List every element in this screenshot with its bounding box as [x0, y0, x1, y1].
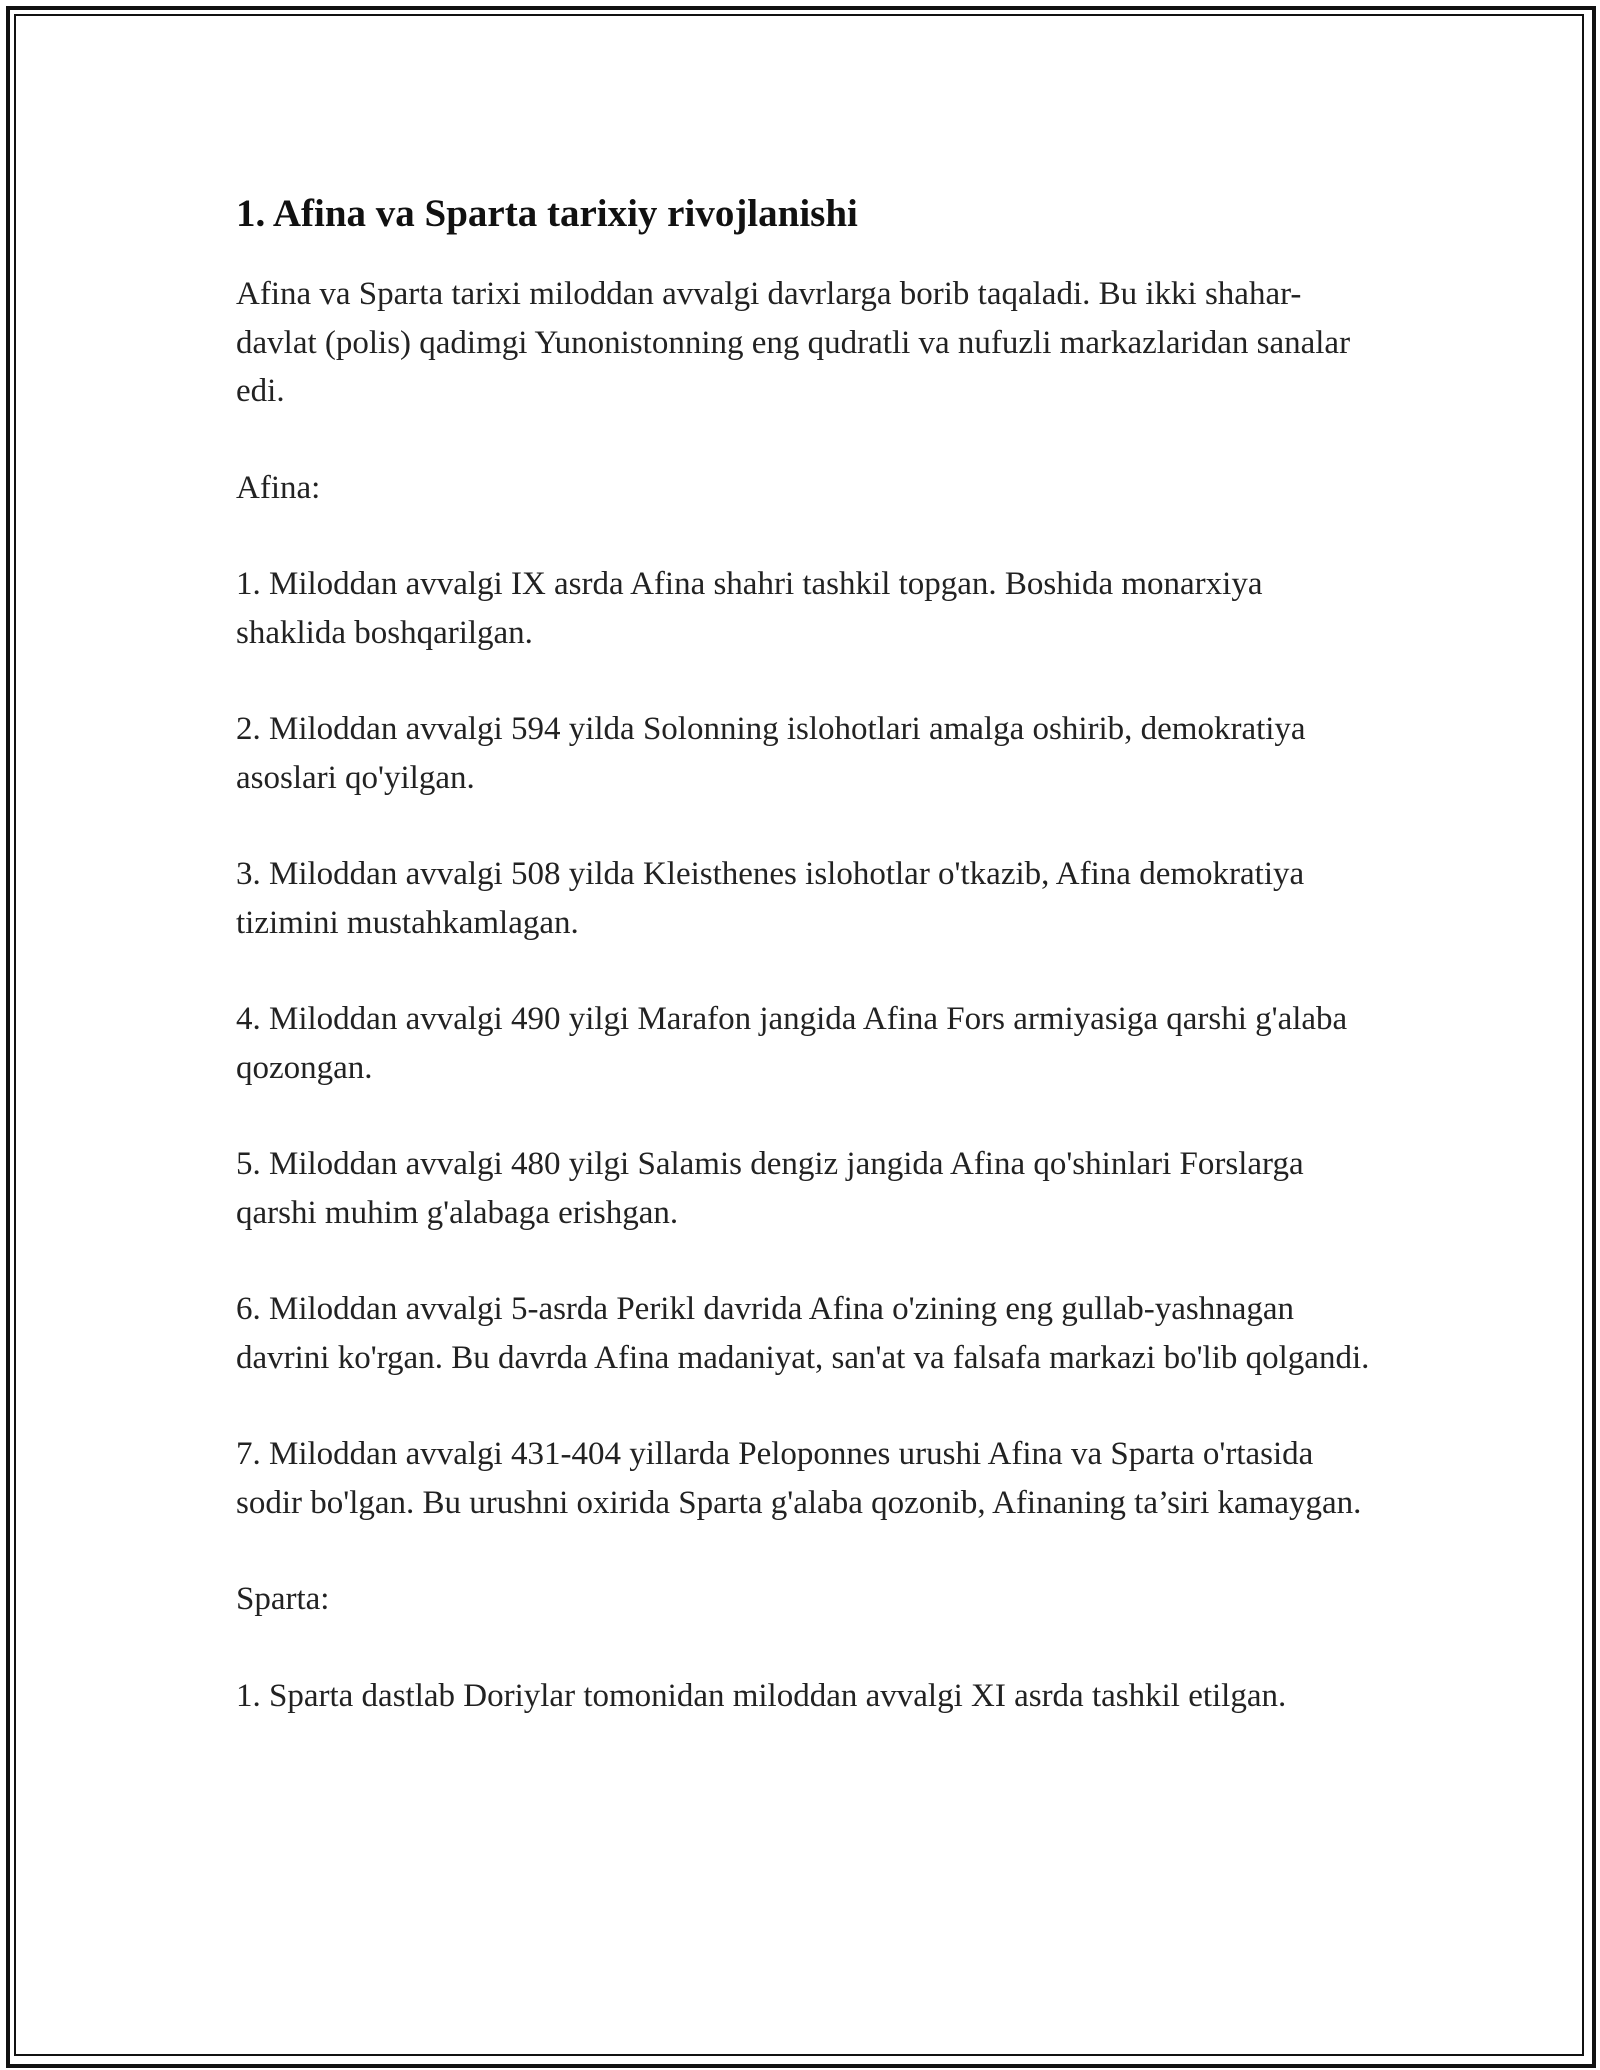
- afina-item: 3. Miloddan avvalgi 508 yilda Kleisthenes islohotlar o'tkazib, Afina demokratiya tizimini mustahkamlagan.: [236, 856, 1305, 941]
- document-title: 1. Afina va Sparta tarixiy rivojlanishi: [236, 192, 858, 235]
- document-body: [236, 186, 1376, 1720]
- sparta-section-label: Sparta:: [236, 1581, 330, 1617]
- afina-item: 4. Miloddan avvalgi 490 yilgi Marafon jangida Afina Fors armiyasiga qarshi g'alaba qozongan.: [236, 1001, 1348, 1086]
- intro-paragraph: Afina va Sparta tarixi miloddan avvalgi davrlarga borib taqaladi. Bu ikki shahar-davlat (polis) qadimgi Yunonistonning eng qudratli va nufuzli markazlaridan sanalar edi.: [236, 276, 1351, 409]
- afina-item: 1. Miloddan avvalgi IX asrda Afina shahri tashkil topgan. Boshida monarxiya shaklida boshqarilgan.: [236, 566, 1263, 651]
- afina-item: 2. Miloddan avvalgi 594 yilda Solonning islohotlari amalga oshirib, demokratiya asoslari qo'yilgan.: [236, 711, 1306, 796]
- sparta-item: 1. Sparta dastlab Doriylar tomonidan miloddan avvalgi XI asrda tashkil etilgan.: [236, 1677, 1287, 1714]
- afina-item: 6. Miloddan avvalgi 5-asrda Perikl davrida Afina o'zining eng gullab-yashnagan davrini ko'rgan. Bu davrda Afina madaniyat, san'at va falsafa markazi bo'lib qolgandi.: [236, 1291, 1370, 1376]
- afina-list: [236, 560, 1376, 1527]
- afina-item: 5. Miloddan avvalgi 480 yilgi Salamis dengiz jangida Afina qo'shinlari Forslarga qarshi muhim g'alabaga erishgan.: [236, 1146, 1304, 1231]
- sparta-list: [236, 1672, 1376, 1721]
- afina-item: 7. Miloddan avvalgi 431-404 yillarda Peloponnes urushi Afina va Sparta o'rtasida sodir bo'lgan. Bu urushni oxirida Sparta g'alaba qozonib, Afinaning ta’siri kamaygan.: [236, 1436, 1362, 1521]
- afina-section-label: Afina:: [236, 469, 321, 506]
